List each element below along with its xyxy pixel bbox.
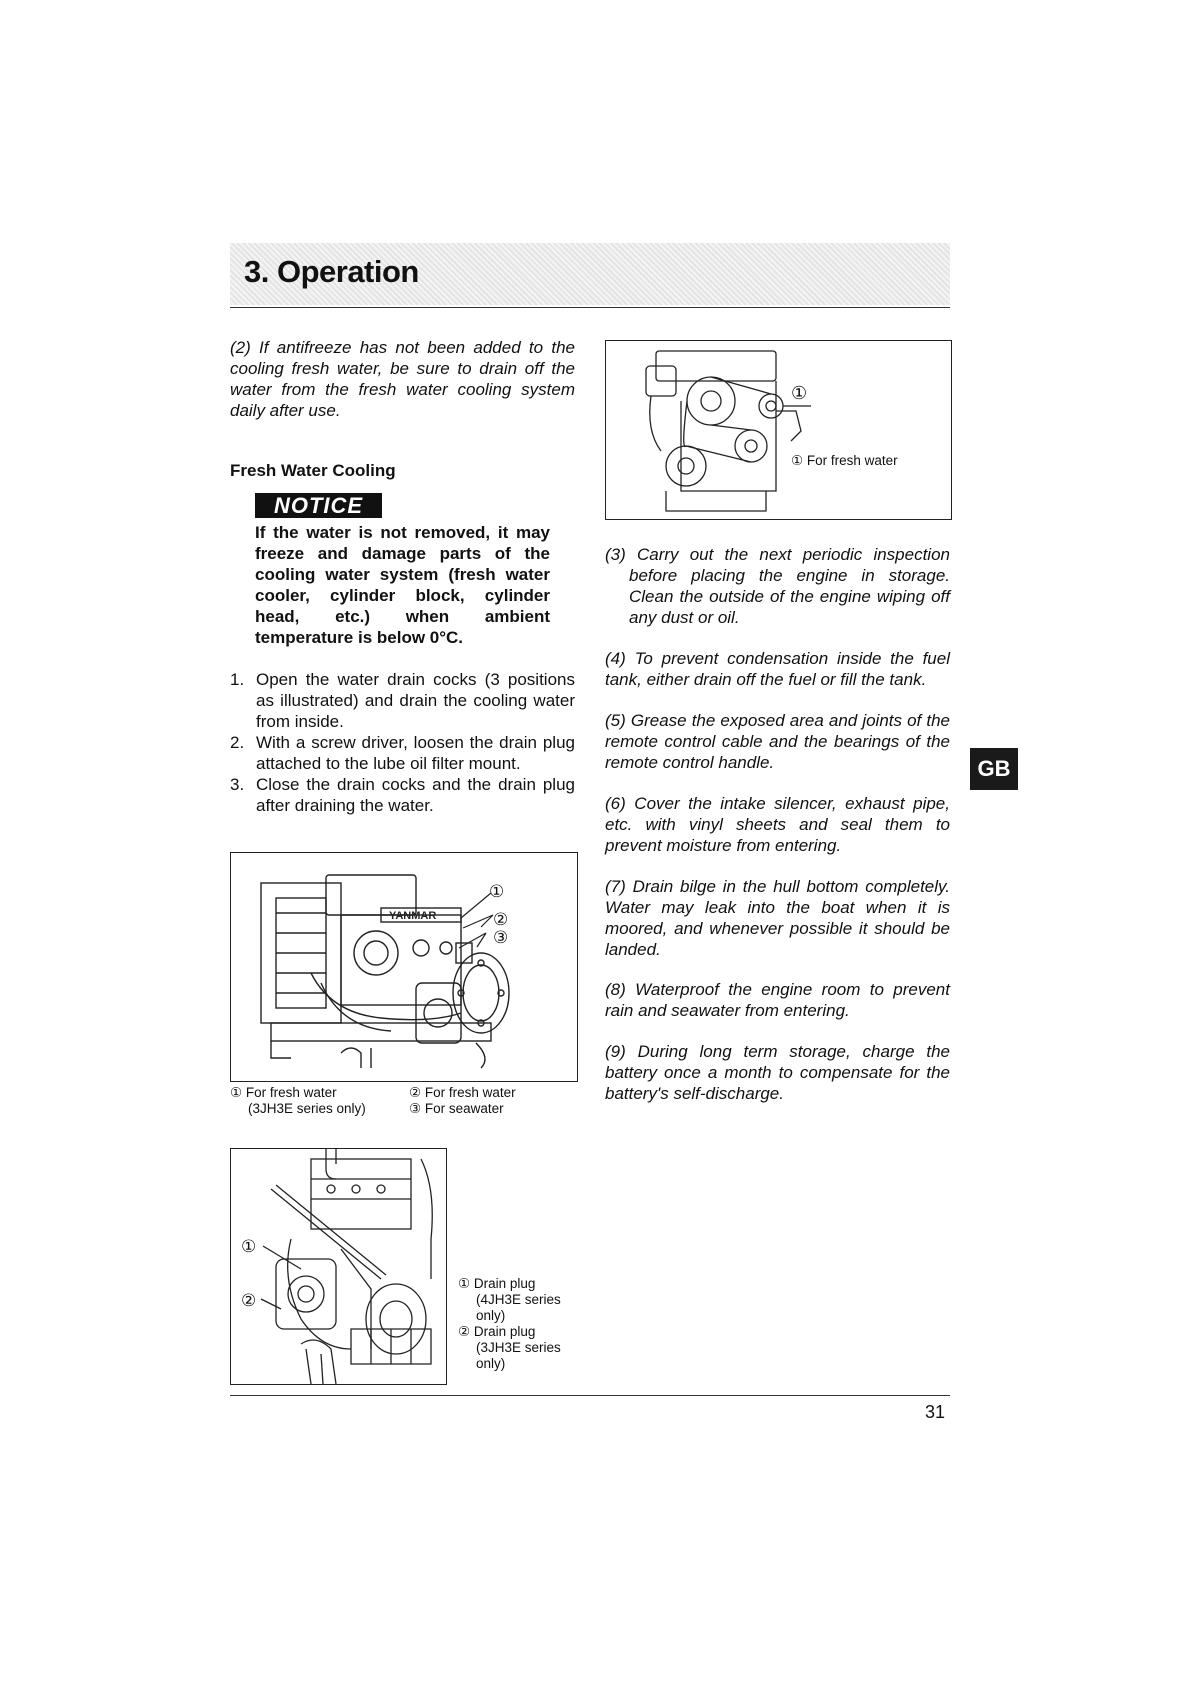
- step-item: 1. Open the water drain cocks (3 positions as illustrated) and drain the cooling water from inside.: [230, 670, 575, 731]
- language-tab-gb: GB: [970, 748, 1018, 790]
- callout-1: ①: [489, 882, 505, 901]
- drain-plug-figure: [230, 1148, 447, 1385]
- front-figure-callout: ①: [791, 383, 808, 403]
- figure2-callout-2: ②: [241, 1291, 257, 1310]
- figure1-caption-1: ① For fresh water: [230, 1085, 337, 1100]
- footer-rule: [230, 1395, 950, 1396]
- notice-text: If the water is not removed, it may freeze and damage parts of the cooling water system (fresh water cooler, cylinder block, cylinder head, etc.) when ambient temperature is below 0°C.: [255, 523, 550, 647]
- engine-drain-cocks-figure: [230, 852, 578, 1082]
- engine-front-illustration: [626, 341, 826, 519]
- storage-item-5: (5) Grease the exposed area and joints of the remote control cable and the bearings of the remote control handle.: [605, 711, 950, 772]
- figure1-caption-2: ② For fresh water: [409, 1085, 516, 1100]
- figure2-caption-line: only): [476, 1356, 506, 1371]
- figure2-captions: [458, 1276, 578, 1372]
- intro-paragraph: (2) If antifreeze has not been added to the cooling fresh water, be sure to drain off the water from the fresh water cooling system daily after use.: [230, 338, 575, 420]
- callout-2: ②: [493, 910, 509, 929]
- engine-front-figure: [605, 340, 952, 520]
- figure2-caption-line: (4JH3E series: [476, 1292, 561, 1307]
- figure2-caption-line: ② Drain plug: [458, 1324, 536, 1339]
- notice-badge: NOTICE: [255, 493, 382, 518]
- storage-item-4: (4) To prevent condensation inside the fuel tank, either drain off the fuel or fill the tank.: [605, 649, 950, 689]
- figure2-caption-line: (3JH3E series: [476, 1340, 561, 1355]
- storage-item-9: (9) During long term storage, charge the battery once a month to compensate for the battery's self-discharge.: [605, 1042, 950, 1103]
- drain-steps-list: [230, 669, 575, 816]
- figure2-callout-1: ①: [241, 1237, 257, 1256]
- drain-plug-illustration: [231, 1149, 446, 1384]
- page-number: 31: [925, 1402, 946, 1422]
- storage-item-6: (6) Cover the intake silencer, exhaust pipe, etc. with vinyl sheets and seal them to prevent moisture from entering.: [605, 794, 950, 855]
- step-item: 3. Close the drain cocks and the drain plug after draining the water.: [230, 775, 575, 815]
- fresh-water-cooling-heading: Fresh Water Cooling: [230, 461, 396, 480]
- engine-side-illustration: [231, 853, 577, 1081]
- step-item: 2. With a screw driver, loosen the drain plug attached to the lube oil filter mount.: [230, 733, 575, 773]
- figure1-caption-3: ③ For seawater: [409, 1101, 504, 1116]
- front-figure-caption: ① For fresh water: [791, 453, 898, 468]
- figure2-caption-line: only): [476, 1308, 506, 1323]
- section-title: 3. Operation: [244, 254, 419, 289]
- storage-item-8: (8) Waterproof the engine room to prevent rain and seawater from entering.: [605, 980, 950, 1020]
- figure1-caption-1b: (3JH3E series only): [248, 1101, 366, 1116]
- storage-item-7: (7) Drain bilge in the hull bottom completely. Water may leak into the boat when it is moored, and whenever possible it should be landed.: [605, 877, 950, 959]
- callout-3: ③: [493, 928, 509, 947]
- figure2-caption-line: ① Drain plug: [458, 1276, 536, 1291]
- storage-item-3: (3) Carry out the next periodic inspection before placing the engine in storage. Clean the outside of the engine wiping off any dust or oil.: [605, 545, 950, 627]
- brand-label: YANMAR: [389, 910, 437, 922]
- header-rule: [230, 307, 950, 308]
